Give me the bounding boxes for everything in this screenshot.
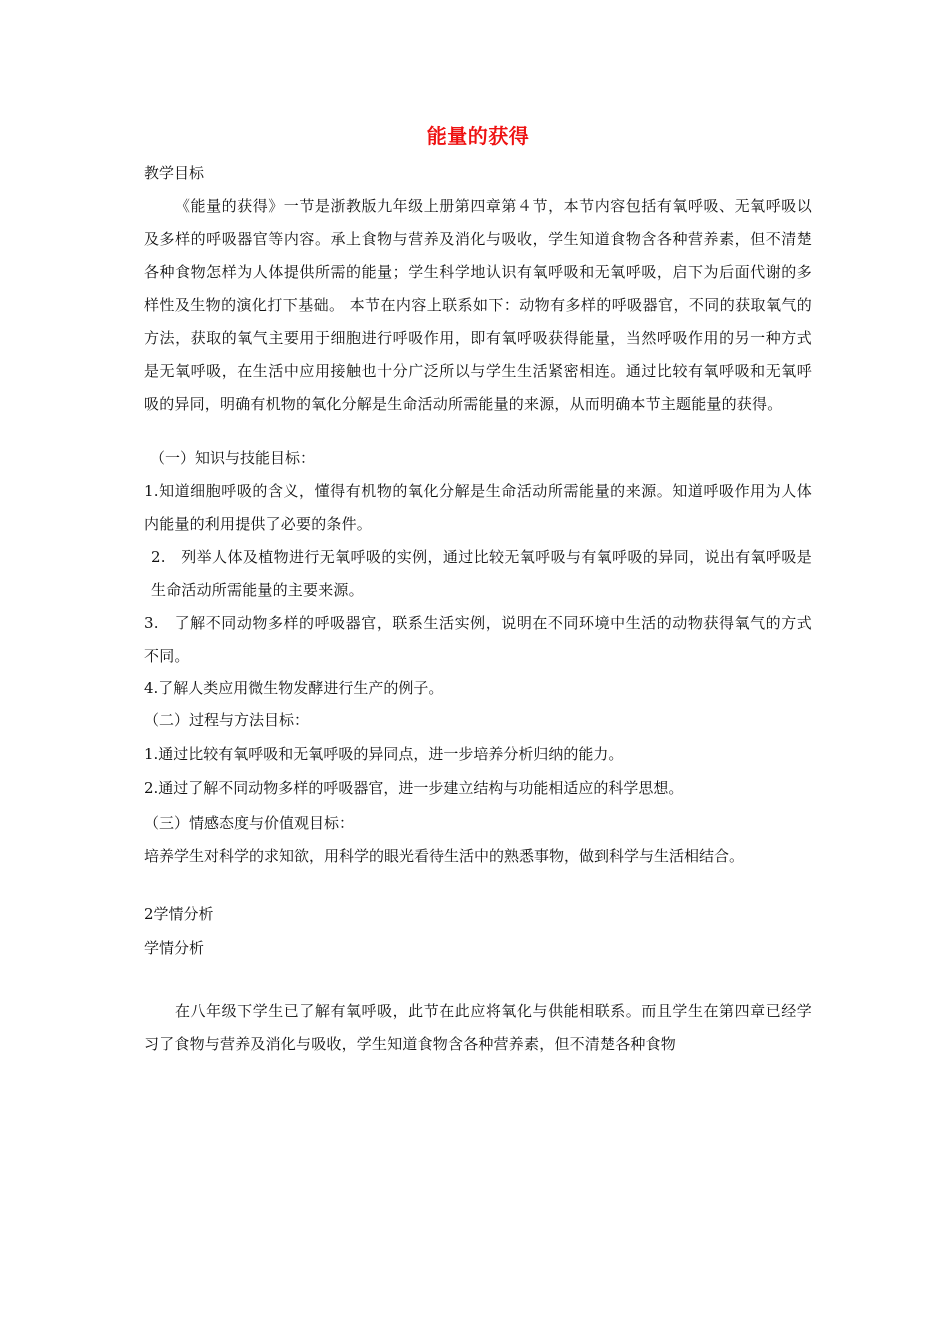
section2-heading: 2学情分析 [144, 905, 214, 923]
emotion-heading: （三）情感态度与价值观目标： [144, 814, 355, 832]
knowledge-item-1: 1.知道细胞呼吸的含义，懂得有机物的氧化分解是生命活动所需能量的来源。知道呼吸作用为人体内能量的利用提供了必要的条件。 [144, 482, 812, 533]
document-page [144, 118, 812, 1061]
knowledge-item-4: 4.了解人类应用微生物发酵进行生产的例子。 [144, 679, 444, 697]
section2-subheading: 学情分析 [144, 939, 205, 957]
intro-paragraph: 《能量的获得》一节是浙教版九年级上册第四章第４节，本节内容包括有氧呼吸、无氧呼吸以及多样的呼吸器官等内容。承上食物与营养及消化与吸收，学生知道食物含各种营养素，但不清楚各种食物怎样为人体提供所需的能量；学生科学地认识有氧呼吸和无氧呼吸，启下为后面代谢的多样性及生物的演化打下基础。 本节在内容上联系如下：动物有多样的呼吸器官，不同的获取氧气的方法，获取的氧气主要用于细胞进行呼吸作用，即有氧呼吸获得能量，当然呼吸作用的另一种方式是无氧呼吸，在生活中应用接触也十分广泛所以与学生生活紧密相连。通过比较有氧呼吸和无氧呼吸的异同，明确有机物的氧化分解是生命活动所需能量的来源，从而明确本节主题能量的获得。 [144, 197, 812, 413]
section-teaching-goals-heading: 教学目标 [144, 164, 205, 182]
analysis-paragraph: 在八年级下学生已了解有氧呼吸，此节在此应将氧化与供能相联系。而且学生在第四章已经学习了食物与营养及消化与吸收，学生知道食物含各种营养素，但不清楚各种食物 [144, 1002, 812, 1053]
knowledge-item-3: 3. 了解不同动物多样的呼吸器官，联系生活实例，说明在不同环境中生活的动物获得氧气的方式不同。 [144, 614, 812, 665]
document-title: 能量的获得 [426, 124, 530, 148]
process-item-2: 2.通过了解不同动物多样的呼吸器官，进一步建立结构与功能相适应的科学思想。 [144, 779, 684, 797]
knowledge-heading: （一）知识与技能目标： [150, 449, 316, 467]
process-heading: （二）过程与方法目标： [144, 711, 310, 729]
emotion-text: 培养学生对科学的求知欲，用科学的眼光看待生活中的熟悉事物，做到科学与生活相结合。 [144, 847, 745, 865]
process-item-1: 1.通过比较有氧呼吸和无氧呼吸的异同点，进一步培养分析归纳的能力。 [144, 745, 624, 763]
knowledge-item-2: 2. 列举人体及植物进行无氧呼吸的实例，通过比较无氧呼吸与有氧呼吸的异同，说出有氧呼吸是生命活动所需能量的主要来源。 [151, 548, 812, 599]
